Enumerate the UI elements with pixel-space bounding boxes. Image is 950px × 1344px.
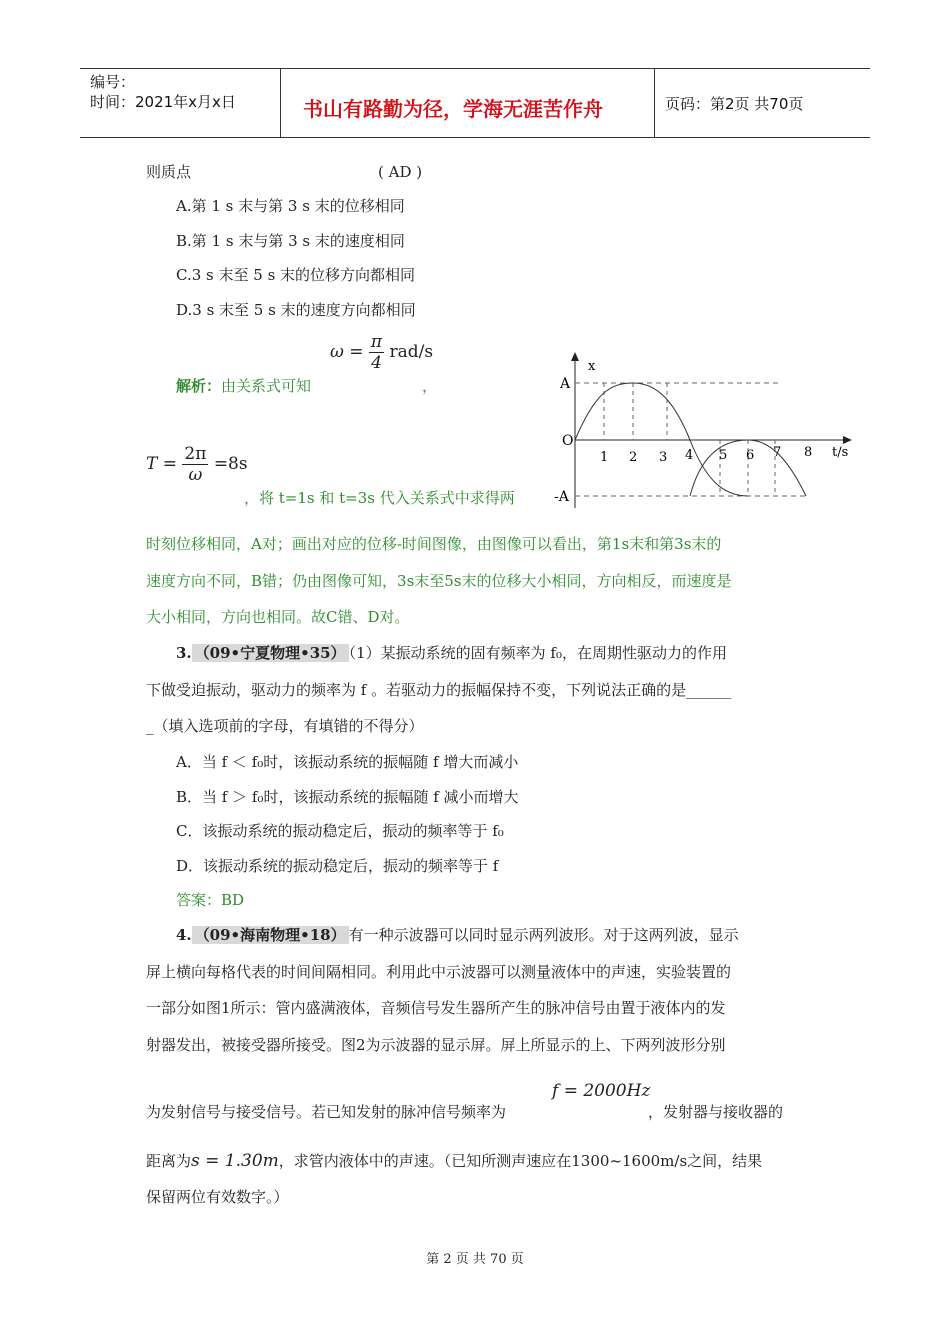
q3-option-d: D．该振动系统的振动稳定后，振动的频率等于 f [176,857,499,875]
q3-answer: 答案：BD [176,891,245,909]
q4-dist-b: ，求管内液体中的声速。（已知所测声速应在1300~1600m/s之间，结果 [278,1152,763,1170]
q4-line-3: 一部分如图1所示：管内盛满液体，音频信号发生器所产生的脉冲信号由置于液体内的发 [146,999,726,1017]
tick-6: 6 [746,448,755,463]
tick-3: 3 [659,450,668,465]
q3-line-1-text: （1）某振动系统的固有频率为 f₀，在周期性驱动力的作用 [348,644,727,662]
tick-7: 7 [773,445,782,460]
q2-option-a: A.第 1 s 末与第 3 s 末的位移相同 [176,197,405,215]
q3-option-c: C．该振动系统的振动稳定后，振动的频率等于 f₀ [176,822,504,840]
time-label: 时间：2021年x月x日 [90,93,236,111]
q4-line-1-text: 有一种示波器可以同时显示两列波形。对于这两列波，显示 [348,926,739,944]
q4-freq-line-b: ，发射器与接收器的 [648,1103,784,1121]
q4-dist-line [146,1151,762,1171]
period-rhs: =8s [213,454,248,474]
q4-source: （09•海南物理•18） [192,926,349,944]
q4-line-4: 射器发出，被接受器所接受。图2为示波器的显示屏。屏上所显示的上、下两列波形分别 [146,1036,726,1054]
x-axis-arrow [843,436,852,444]
x-axis-label: t/s [832,445,849,460]
origin-label: O [562,433,574,449]
header-left-cell [80,69,281,137]
omega-den: 4 [371,353,382,373]
q3-number: 3. [176,644,192,662]
tick-4: 4 [685,448,694,463]
freq-formula: f = 2000Hz [552,1081,651,1101]
omega-lhs: ω = [330,342,364,362]
header-table [80,68,870,138]
analysis-comma: ， [422,377,438,395]
q3-option-b: B．当 f ＞ f₀时，该振动系统的振幅随 f 减小而增大 [176,788,519,806]
q3-option-a: A．当 f ＜ f₀时，该振动系统的振幅随 f 增大而减小 [176,753,519,771]
displacement-time-graph [550,348,860,518]
q2-option-b: B.第 1 s 末与第 3 s 末的速度相同 [176,232,405,250]
y-axis-arrow [571,352,579,361]
amp-pos-label: A [560,376,571,392]
omega-num: π [370,332,383,352]
analysis-label: 解析： [176,377,222,395]
analysis-cont: ，将 t=1s 和 t=3s 代入关系式中求得两 [244,489,515,507]
tick-8: 8 [804,445,813,460]
header-right-cell [655,69,870,137]
q3-line-3: _（填入选项前的字母，有填错的不得分） [146,717,424,735]
page-footer: 第 2 页 共 70 页 [426,1252,524,1267]
q2-stem-tail: 则质点 [146,163,192,181]
q4-line-1 [176,925,739,945]
y-axis-label: x [588,359,596,374]
analysis-line-3: 大小相同，方向也相同。故C错、D对。 [146,608,410,626]
omega-formula [330,332,433,373]
q3-line-2: 下做受迫振动，驱动力的频率为 f 。若驱动力的振幅保持不变，下列说法正确的是______ [146,681,732,699]
period-formula [146,444,248,485]
period-num: 2π [184,444,207,464]
motto: 书山有路勤为径，学海无涯苦作舟 [303,97,603,121]
q3-source: （09•宁夏物理•35） [192,644,349,662]
analysis-line-1: 时刻位移相同，A对；画出对应的位移-时间图像，由图像可以看出，第1s末和第3s末的 [146,535,722,553]
tick-2: 2 [629,450,638,465]
q3-line-1 [176,643,727,663]
tick-5: 5 [719,448,728,463]
q4-line-2: 屏上横向每格代表的时间间隔相同。利用此中示波器可以测量液体中的声速，实验装置的 [146,963,732,981]
tick-1: 1 [600,450,609,465]
analysis-line-2: 速度方向不同，B错；仍由图像可知，3s末至5s末的位移大小相同，方向相反，而速度是 [146,572,732,590]
dist-formula: s = 1.30m [191,1151,279,1171]
q2-option-d: D.3 s 末至 5 s 末的速度方向都相同 [176,301,416,319]
period-lhs: T = [146,454,177,474]
header-motto-cell [281,69,655,137]
amp-neg-label: -A [554,489,569,505]
analysis-lead [176,376,311,396]
q4-last-line: 保留两位有效数字。） [146,1188,289,1206]
q4-dist-a: 距离为 [146,1152,192,1170]
period-den: ω [188,465,203,485]
q2-option-c: C.3 s 末至 5 s 末的位移方向都相同 [176,266,416,284]
q2-answer-bracket: ( AD ) [378,163,423,181]
q4-freq-line-a: 为发射信号与接受信号。若已知发射的脉冲信号频率为 [146,1103,507,1121]
omega-unit: rad/s [389,342,434,362]
analysis-lead-text: 由关系式可知 [221,377,312,395]
q4-number: 4. [176,926,192,944]
page-label: 页码：第2页 共70页 [665,95,804,113]
number-label: 编号： [90,73,136,91]
